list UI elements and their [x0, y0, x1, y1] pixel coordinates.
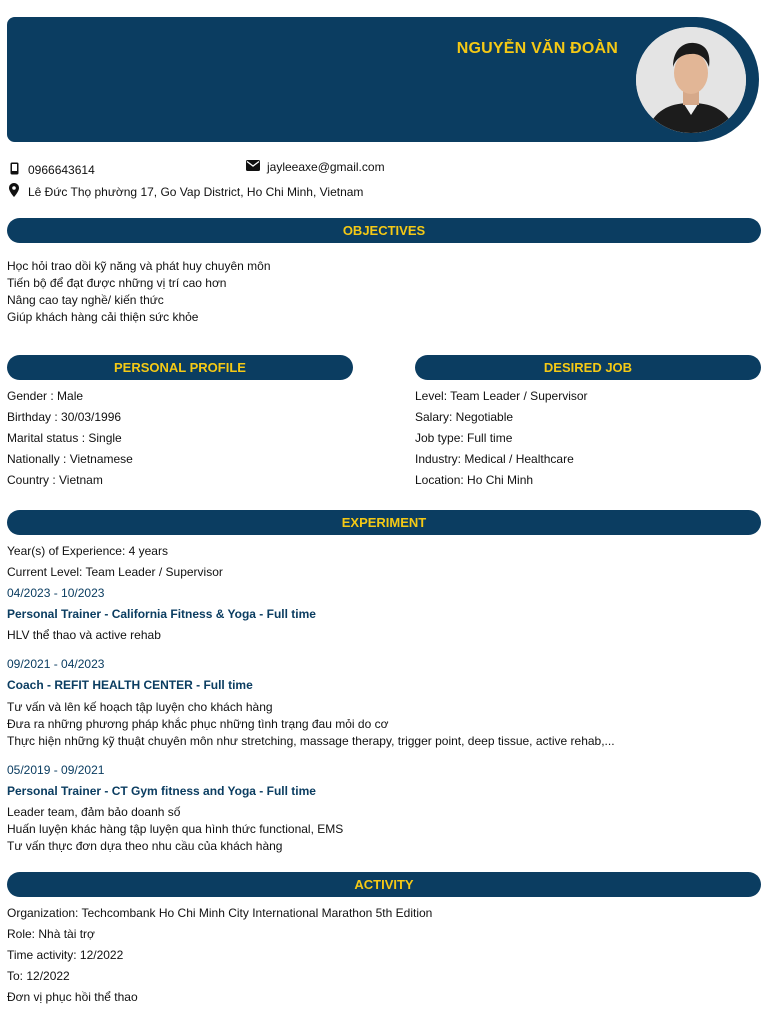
activity-item: Role: Nhà tài trợ — [7, 927, 95, 941]
desired-job-item: Level: Team Leader / Supervisor — [415, 389, 588, 403]
experiment-heading: EXPERIMENT — [7, 510, 761, 535]
job-role: Personal Trainer - California Fitness & Yoga - Full time — [7, 607, 316, 621]
profile-item: Country : Vietnam — [7, 473, 103, 487]
phone-contact — [7, 162, 95, 178]
desired-job-item: Industry: Medical / Healthcare — [415, 452, 574, 466]
envelope-icon — [246, 160, 260, 174]
desired-job-item: Job type: Full time — [415, 431, 513, 445]
address-contact — [7, 183, 363, 200]
objective-item: Nâng cao tay nghề/ kiến thức — [7, 293, 164, 307]
job-entry — [7, 654, 253, 696]
desired-job-list — [415, 386, 588, 491]
personal-profile-heading: PERSONAL PROFILE — [7, 355, 353, 380]
map-pin-icon — [7, 183, 21, 200]
job-period: 09/2021 - 04/2023 — [7, 657, 105, 671]
phone-icon — [7, 162, 21, 178]
job-period: 05/2019 - 09/2021 — [7, 763, 105, 777]
activity-item: Đơn vị phục hồi thể thao — [7, 990, 138, 1004]
phone-number[interactable]: 0966643614 — [28, 163, 95, 177]
email-contact — [246, 160, 385, 174]
desired-job-item: Location: Ho Chi Minh — [415, 473, 534, 487]
experience-summary — [7, 541, 316, 646]
profile-item: Nationally : Vietnamese — [7, 452, 133, 466]
personal-profile-list — [7, 386, 133, 491]
profile-item: Gender : Male — [7, 389, 84, 403]
job-detail: Huấn luyện khác hàng tập luyện qua hình thức functional, EMS — [7, 822, 344, 836]
job-entry — [7, 760, 316, 802]
job-details — [7, 804, 343, 855]
activity-item: To: 12/2022 — [7, 969, 70, 983]
job-period: 04/2023 - 10/2023 — [7, 586, 105, 600]
job-detail: Thực hiện những kỹ thuật chuyên môn như stretching, massage therapy, trigger point, deep tissue, active rehab,... — [7, 734, 615, 748]
job-detail: Leader team, đảm bảo doanh số — [7, 805, 181, 819]
job-details — [7, 699, 615, 750]
profile-item: Marital status : Single — [7, 431, 122, 445]
activity-item: Time activity: 12/2022 — [7, 948, 124, 962]
job-detail: Tư vấn và lên kế hoạch tập luyện cho khách hàng — [7, 700, 273, 714]
objective-item: Tiến bộ để đạt được những vị trí cao hơn — [7, 276, 227, 290]
years-of-experience: Year(s) of Experience: 4 years — [7, 544, 168, 558]
profile-photo — [636, 27, 746, 133]
activity-heading: ACTIVITY — [7, 872, 761, 897]
address-text: Lê Đức Thọ phường 17, Go Vap District, Ho Chi Minh, Vietnam — [28, 184, 364, 199]
job-role: Personal Trainer - CT Gym fitness and Yoga - Full time — [7, 784, 316, 798]
desired-job-item: Salary: Negotiable — [415, 410, 514, 424]
objectives-list — [7, 258, 271, 326]
candidate-name: NGUYỄN VĂN ĐOÀN — [456, 40, 618, 57]
objective-item: Giúp khách hàng cải thiện sức khỏe — [7, 310, 199, 324]
activity-list — [7, 903, 432, 1008]
objective-item: Học hỏi trao dồi kỹ năng và phát huy chuyên môn — [7, 259, 271, 273]
job-detail: HLV thể thao và active rehab — [7, 628, 161, 642]
job-role: Coach - REFIT HEALTH CENTER - Full time — [7, 678, 253, 692]
email-address[interactable]: jayleeaxe@gmail.com — [267, 160, 385, 174]
profile-item: Birthday : 30/03/1996 — [7, 410, 122, 424]
desired-job-heading: DESIRED JOB — [415, 355, 761, 380]
objectives-heading: OBJECTIVES — [7, 218, 761, 243]
current-level: Current Level: Team Leader / Supervisor — [7, 565, 223, 579]
job-detail: Đưa ra những phương pháp khắc phục những tình trạng đau mỏi do cơ — [7, 717, 389, 731]
job-detail: Tư vấn thực đơn dựa theo nhu cầu của khách hàng — [7, 839, 283, 853]
activity-item: Organization: Techcombank Ho Chi Minh City International Marathon 5th Edition — [7, 906, 433, 920]
